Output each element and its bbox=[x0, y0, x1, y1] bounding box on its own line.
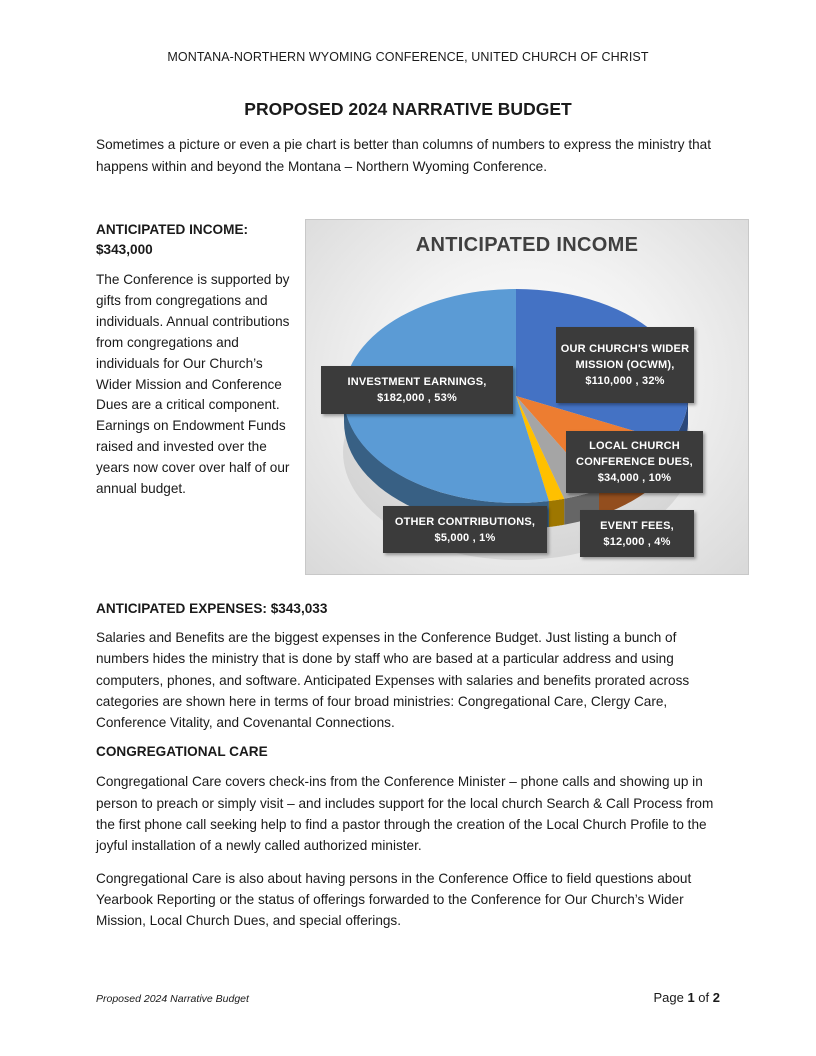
footer-page-number bbox=[653, 990, 720, 1005]
expenses-paragraph: Salaries and Benefits are the biggest expenses in the Conference Budget. Just listing a bunch of numbers hides the ministry that is done by staff who are based at a particular address and using computers, phones, and software. Anticipated Expenses with salaries and benefits prorated across categories are shown here in terms of four broad ministries: Congregational Care, Clergy Care, Conference Vitality, and Covenantal Connections. bbox=[96, 630, 690, 731]
income-paragraph: The Conference is supported by gifts from congregations and individuals. Annual contributions from congregations and individuals for Our Church’s Wider Mission and Conference Dues are a critical component. Earnings on Endowment Funds raised and invested over the years now cover over half of our annual budget. bbox=[96, 272, 290, 497]
label-line: MISSION (OCWM), bbox=[575, 359, 675, 371]
label-line: $182,000 , 53% bbox=[377, 392, 457, 404]
label-line: OTHER CONTRIBUTIONS, bbox=[394, 515, 536, 528]
page-current: 1 bbox=[687, 990, 695, 1005]
data-label-other-contributions bbox=[383, 506, 547, 553]
data-label-ocwm bbox=[556, 327, 694, 403]
label-line: $5,000 , 1% bbox=[434, 531, 496, 544]
chart-title: ANTICIPATED INCOME bbox=[415, 234, 639, 256]
label-line: INVESTMENT EARNINGS, bbox=[347, 376, 487, 388]
label-line: OUR CHURCH'S WIDER bbox=[560, 343, 690, 355]
label-line: $12,000 , 4% bbox=[603, 535, 671, 548]
label-line: EVENT FEES, bbox=[600, 519, 674, 532]
income-heading-label: ANTICIPATED INCOME: bbox=[96, 222, 249, 237]
congregational-care-heading: CONGREGATIONAL CARE bbox=[96, 744, 268, 760]
expenses-heading: ANTICIPATED EXPENSES: $343,033 bbox=[96, 601, 328, 616]
page-prefix: Page bbox=[653, 990, 688, 1005]
label-line: LOCAL CHURCH bbox=[589, 440, 680, 452]
footer-document-title: Proposed 2024 Narrative Budget bbox=[96, 993, 249, 1005]
label-line: $34,000 , 10% bbox=[597, 472, 672, 484]
data-label-local-dues bbox=[566, 431, 703, 493]
page-mid: of bbox=[694, 990, 713, 1005]
congregational-care-paragraph-1: Congregational Care covers check-ins from the Conference Minister – phone calls and showing up in person to preach or simply visit – and includes support for the local church Search & Call Process from the first phone call seeking help to find a pastor through the creation of the Local Church Profile to the joyful installation of a newly called authorized minister. bbox=[96, 774, 714, 854]
congregational-care-paragraph-2: Congregational Care is also about having persons in the Conference Office to field questions about Yearbook Reporting or the status of offerings forwarded to the Conference for Our Church’s Wider Mission, Local Church Dues, and special offerings. bbox=[96, 870, 692, 929]
income-heading bbox=[96, 220, 301, 260]
label-line: $110,000 , 32% bbox=[585, 375, 665, 387]
pie-side-3 bbox=[549, 499, 564, 527]
data-label-event-fees bbox=[580, 510, 694, 557]
income-pie-chart bbox=[305, 219, 749, 575]
income-amount: $343,000 bbox=[96, 242, 153, 257]
page-title: PROPOSED 2024 NARRATIVE BUDGET bbox=[244, 99, 572, 119]
page-total: 2 bbox=[712, 990, 720, 1005]
label-line: CONFERENCE DUES, bbox=[576, 456, 693, 468]
data-label-investment bbox=[321, 366, 513, 414]
document-header: MONTANA-NORTHERN WYOMING CONFERENCE, UNITED CHURCH OF CHRIST bbox=[167, 50, 649, 64]
expenses-section bbox=[96, 601, 726, 932]
intro-paragraph: Sometimes a picture or even a pie chart is better than columns of numbers to express the ministry that happens within and beyond the Montana – Northern Wyoming Conference. bbox=[96, 137, 712, 174]
income-section bbox=[96, 220, 301, 500]
